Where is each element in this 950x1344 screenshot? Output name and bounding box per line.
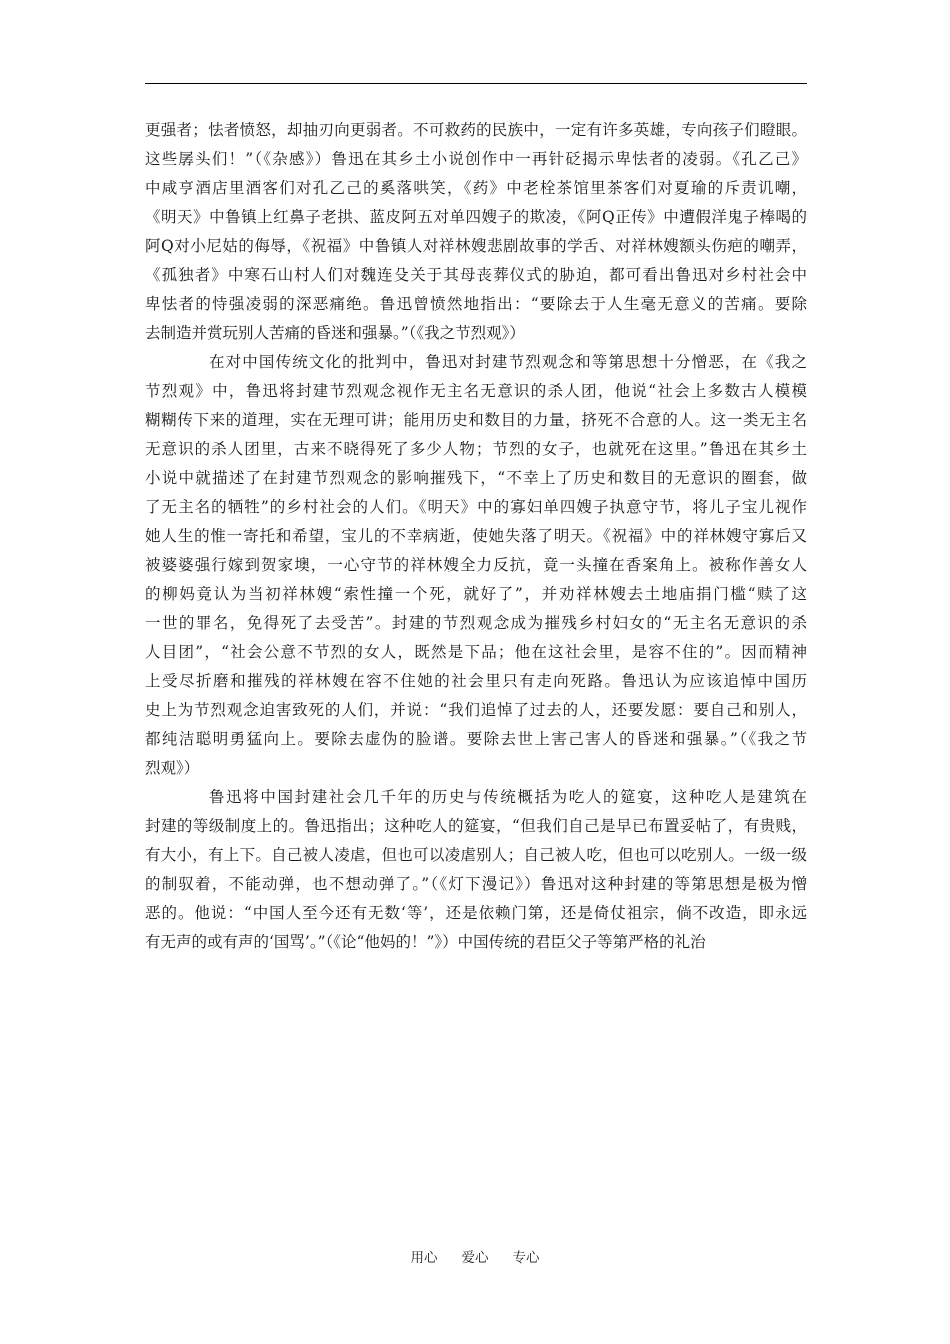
- text-line: 恶的。他说：“中国人至今还有无数‘等’，还是依赖门第，还是倚仗祖宗，倘不改造，即永远: [145, 904, 807, 922]
- text-line: 无意识的杀人团里，古来不晓得死了多少人物；节烈的女子，也就死在这里。”鲁迅在其乡土: [145, 440, 807, 458]
- text-line: 去制造并赏玩别人苦痛的昏迷和强暴。”（《我之节烈观》）: [145, 324, 525, 342]
- text-line: 在对中国传统文化的批判中，鲁迅对封建节烈观念和等第思想十分憎恶，在《我之: [209, 353, 807, 371]
- footer-item-2: 爱心: [461, 1250, 489, 1266]
- text-line: 她人生的惟一寄托和希望，宝儿的不幸病逝，使她失落了明天。《祝福》中的祥林嫂守寡后又: [145, 527, 807, 545]
- footer-item-1: 用心: [410, 1250, 438, 1266]
- header-rule: [145, 83, 807, 84]
- text-line: 被婆婆强行嫁到贺家墺，一心守节的祥林嫂全力反抗，竟一头撞在香案角上。被称作善女人: [145, 556, 807, 574]
- text-line: 小说中就描述了在封建节烈观念的影响摧残下，“不幸上了历史和数目的无意识的圈套，做: [145, 469, 807, 487]
- paragraph: [145, 348, 807, 783]
- text-line: 上受尽折磨和摧残的祥林嫂在容不住她的社会里只有走向死路。鲁迅认为应该追悼中国历: [145, 672, 807, 690]
- text-line: 《明天》中鲁镇上红鼻子老拱、蓝皮阿五对单四嫂子的欺凌，《阿Q正传》中遭假洋鬼子棒喝的: [145, 208, 807, 226]
- text-line: 更强者；怯者愤怒，却抽刃向更弱者。不可救药的民族中，一定有许多英雄，专向孩子们瞪眼。: [145, 121, 807, 139]
- text-line: 鲁迅将中国封建社会几千年的历史与传统概括为吃人的筵宴，这种吃人是建筑在: [209, 788, 807, 806]
- text-line: 人目团”，“社会公意不节烈的女人，既然是下品；他在这社会里，是容不住的”。因而精神: [145, 643, 807, 661]
- text-line: 一世的罪名，免得死了去受苦”。封建的节烈观念成为摧残乡村妇女的“无主名无意识的杀: [145, 614, 807, 632]
- text-line: 这些孱头们！”（《杂感》）鲁迅在其乡土小说创作中一再针砭揭示卑怯者的凌弱。《孔乙己》: [145, 150, 807, 168]
- text-line: 了无主名的牺牲”的乡村社会的人们。《明天》中的寡妇单四嫂子执意守节，将儿子宝儿视作: [145, 498, 807, 516]
- text-line: 的柳妈竟认为当初祥林嫂“索性撞一个死，就好了”，并劝祥林嫂去土地庙捐门槛“赎了这: [145, 585, 807, 603]
- body-text: [145, 116, 807, 957]
- text-line: 有大小，有上下。自己被人凌虐，但也可以凌虐别人；自己被人吃，但也可以吃别人。一级一级: [145, 846, 807, 864]
- text-line: 阿Q对小尼姑的侮辱，《祝福》中鲁镇人对祥林嫂悲剧故事的学舌、对祥林嫂额头伤疤的嘲弄，: [145, 237, 807, 255]
- page-footer: [0, 1246, 950, 1266]
- text-line: 节烈观》中，鲁迅将封建节烈观念视作无主名无意识的杀人团，他说“社会上多数古人模模: [145, 382, 807, 400]
- text-line: 糊糊传下来的道理，实在无理可讲；能用历史和数目的力量，挤死不合意的人。这一类无主名: [145, 411, 807, 429]
- paragraph: [145, 783, 807, 957]
- text-line: 封建的等级制度上的。鲁迅指出；这种吃人的筵宴，“但我们自己是早已布置妥帖了，有贵贱，: [145, 817, 807, 835]
- text-line: 有无声的或有声的‘国骂’。”（《论“他妈的！”》）中国传统的君臣父子等第严格的礼治: [145, 933, 706, 951]
- text-line: 《孤独者》中寒石山村人们对魏连殳关于其母丧葬仪式的胁迫，都可看出鲁迅对乡村社会中: [145, 266, 807, 284]
- text-line: 史上为节烈观念迫害致死的人们，并说：“我们追悼了过去的人，还要发愿：要自己和别人，: [145, 701, 807, 719]
- paragraph: [145, 116, 807, 348]
- text-line: 卑怯者的恃强凌弱的深恶痛绝。鲁迅曾愤然地指出：“要除去于人生毫无意义的苦痛。要除: [145, 295, 807, 313]
- text-line: 烈观》）: [145, 759, 200, 777]
- footer-item-3: 专心: [512, 1250, 540, 1266]
- text-line: 都纯洁聪明勇猛向上。要除去虚伪的脸谱。要除去世上害己害人的昏迷和强暴。”（《我之节: [145, 730, 807, 748]
- text-line: 中咸亨酒店里酒客们对孔乙己的奚落哄笑，《药》中老栓茶馆里茶客们对夏瑜的斥责讥嘲，: [145, 179, 807, 197]
- text-line: 的制驭着，不能动弹，也不想动弹了。”（《灯下漫记》）鲁迅对这种封建的等第思想是极为憎: [145, 875, 807, 893]
